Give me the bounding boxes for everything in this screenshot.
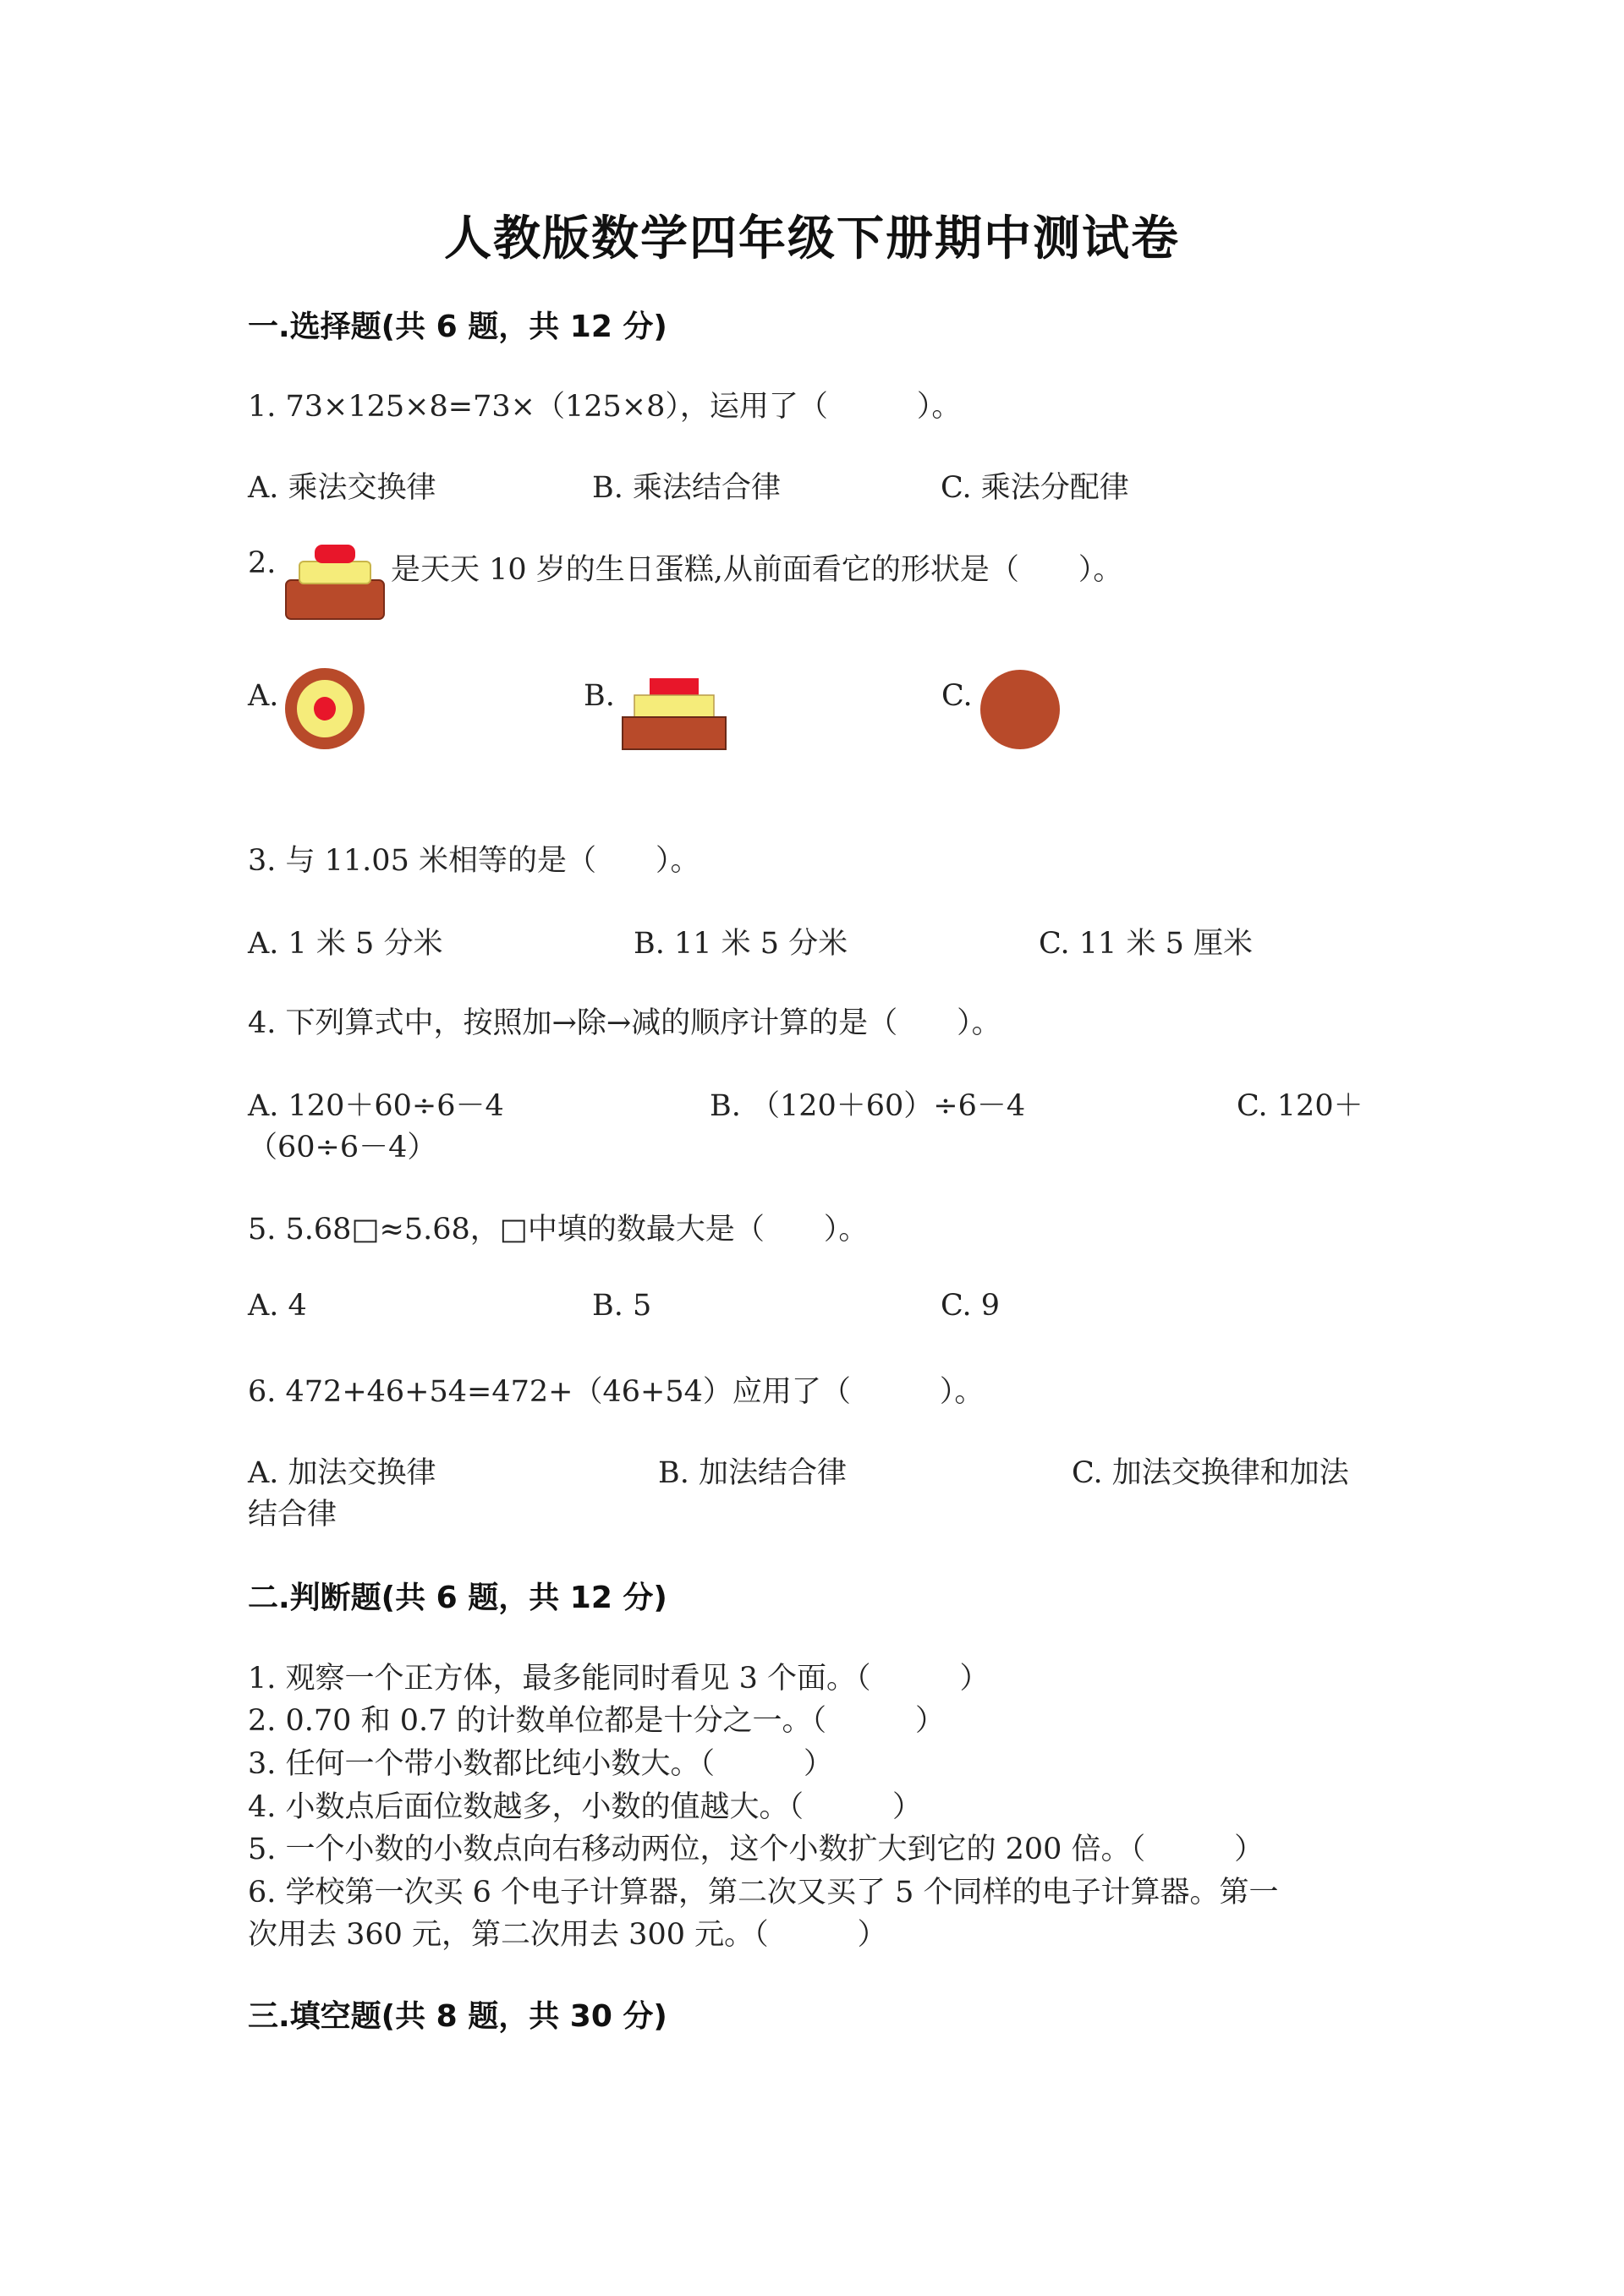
q6-option-b: B. 加法结合律 [658,1456,847,1490]
q3-option-c: C. 11 米 5 厘米 [1039,927,1253,961]
q5-option-a: A. 4 [248,1289,307,1323]
section-heading-choice: 一.选择题(共 6 题，共 12 分) [248,310,667,344]
q3-option-a: A. 1 米 5 分米 [248,927,443,961]
stacked-rectangles-icon [621,677,727,751]
judgement-item-1: 1. 观察一个正方体，最多能同时看见 3 个面。（ ） [248,1662,990,1696]
question-5-stem: 5. 5.68□≈5.68，□中填的数最大是（ ）。 [248,1213,869,1247]
question-4-stem: 4. 下列算式中，按照加→除→减的顺序计算的是（ ）。 [248,1006,1001,1040]
judgement-item-4: 4. 小数点后面位数越多，小数的值越大。（ ） [248,1790,923,1824]
judgement-item-6-wrap: 次用去 360 元，第二次用去 300 元。（ ） [248,1918,887,1952]
q3-option-b: B. 11 米 5 分米 [634,927,848,961]
q2-option-c-label: C. [941,679,973,713]
q2-option-b-label: B. [584,679,615,713]
question-6-stem: 6. 472+46+54=472+（46+54）应用了（ ）。 [248,1375,985,1409]
solid-circle-icon [979,668,1062,751]
judgement-item-5: 5. 一个小数的小数点向右移动两位，这个小数扩大到它的 200 倍。（ ） [248,1833,1265,1866]
question-3-stem: 3. 与 11.05 米相等的是（ ）。 [248,844,700,878]
question-2-stem: 是天天 10 岁的生日蛋糕,从前面看它的形状是（ ）。 [391,553,1123,587]
question-2-number: 2. [248,546,277,580]
judgement-item-6: 6. 学校第一次买 6 个电子计算器，第二次又买了 5 个同样的电子计算器。第一 [248,1876,1279,1910]
q1-option-c: C. 乘法分配律 [941,471,1129,505]
question-1-stem: 1. 73×125×8=73×（125×8），运用了（ ）。 [248,390,962,424]
q6-option-c-wrap: 结合律 [248,1498,337,1532]
q2-option-a-label: A. [248,679,279,713]
judgement-item-2: 2. 0.70 和 0.7 的计数单位都是十分之一。（ ） [248,1704,945,1738]
section-heading-fill-blank: 三.填空题(共 8 题，共 30 分) [248,1999,667,2034]
q6-option-c: C. 加法交换律和加法 [1072,1456,1349,1490]
q1-option-a: A. 乘法交换律 [248,471,436,505]
q4-option-c: C. 120＋ [1237,1089,1363,1123]
q4-option-c-wrap: （60÷6－4） [248,1131,437,1164]
tiered-cake-icon [283,541,387,622]
q5-option-b: B. 5 [592,1289,652,1323]
q6-option-a: A. 加法交换律 [248,1456,436,1490]
concentric-circles-icon [283,666,367,751]
q5-option-c: C. 9 [941,1289,1001,1323]
judgement-item-3: 3. 任何一个带小数都比纯小数大。（ ） [248,1747,834,1781]
q4-option-b: B. （120＋60）÷6－4 [710,1089,1026,1123]
page-title: 人教版数学四年级下册期中测试卷 [444,211,1180,266]
section-heading-judgement: 二.判断题(共 6 题，共 12 分) [248,1581,667,1615]
q1-option-b: B. 乘法结合律 [592,471,781,505]
q4-option-a: A. 120＋60÷6－4 [248,1089,504,1123]
